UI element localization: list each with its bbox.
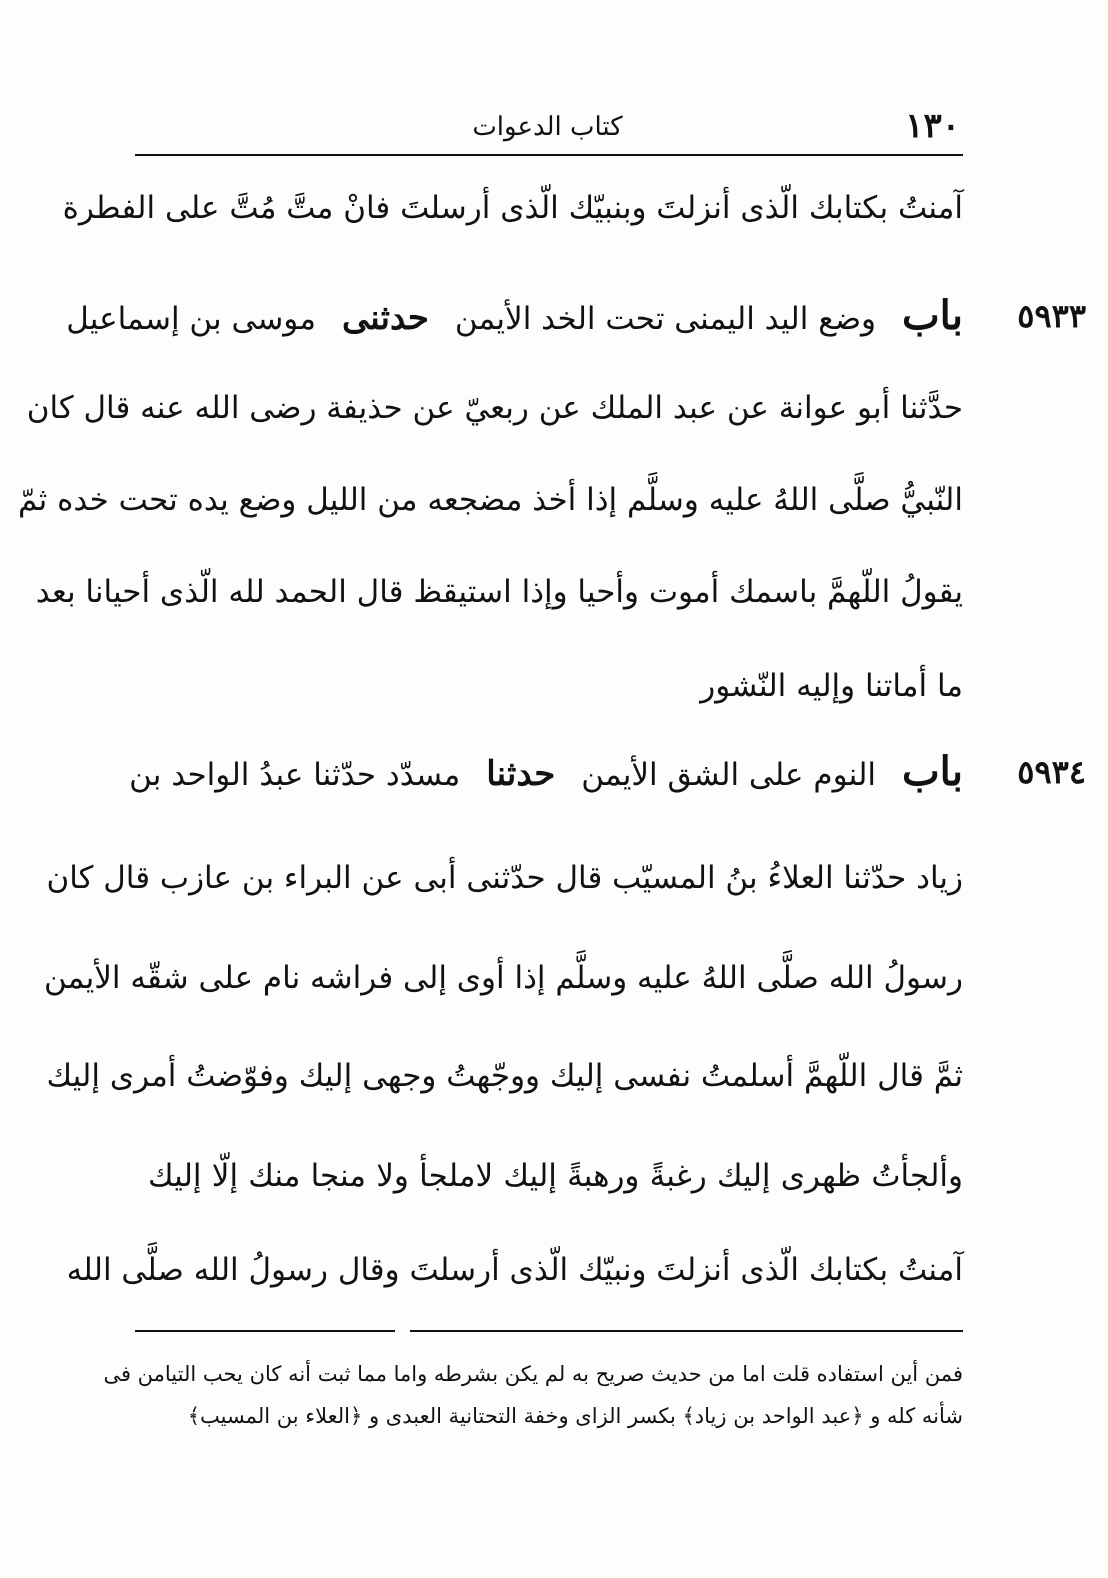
bab-label: باب: [902, 748, 963, 795]
page-header: [135, 98, 960, 154]
footnote-rule: [135, 1330, 395, 1332]
text-line: آمنتُ بكتابك الّذى أنزلتَ ونبيّك الّذى أرسلتَ وقال رسولُ الله صلَّى الله: [66, 1252, 963, 1288]
text-line: زياد حدّثنا العلاءُ بنُ المسيّب قال حدّثنى أبى عن البراء بن عازب قال كان: [46, 860, 963, 896]
footnote-rule: [410, 1330, 963, 1332]
text-line: رسولُ الله صلَّى اللهُ عليه وسلَّم إذا أوى إلى فراشه نام على شقّه الأيمن: [44, 960, 963, 996]
page-number: ١٣٠: [905, 106, 960, 146]
running-title: كتاب الدعوات: [472, 112, 623, 142]
text-line: حدَّثنا أبو عوانة عن عبد الملك عن ربعيّ عن حذيفة رضى الله عنه قال كان: [26, 390, 963, 426]
text-line: النّبيُّ صلَّى اللهُ عليه وسلَّم إذا أخذ مضجعه من الليل وضع يده تحت خده ثمّ: [18, 482, 963, 518]
text-line: يقولُ اللّهمَّ باسمك أموت وأحيا وإذا استيقظ قال الحمد لله الّذى أحيانا بعد: [35, 574, 963, 610]
text-line: ما أماتنا وإليه النّشور: [700, 668, 963, 704]
header-rule: [135, 154, 963, 156]
chapter-heading-line: [66, 286, 963, 346]
footnote-line: شأنه كله و ﴿عبد الواحد بن زياد﴾ بكسر الزاى وخفة التحتانية العبدى و ﴿العلاء بن المسيب﴾: [187, 1404, 963, 1428]
narrator-text: مسدّد حدّثنا عبدُ الواحد بن: [129, 757, 461, 793]
text-line: ثمَّ قال اللّهمَّ أسلمتُ نفسى إليك ووجّهتُ وجهى إليك وفوّضتُ أمرى إليك: [46, 1058, 963, 1094]
haddathana-label: حدثنا: [486, 754, 556, 794]
footnote-line: فمن أين استفاده قلت اما من حديث صريح به لم يكن بشرطه واما مما ثبت أنه كان يحب التيامن فى: [103, 1362, 963, 1386]
hadith-number: ٥٩٣٣: [1017, 297, 1086, 335]
text-line: وألجأتُ ظهرى إليك رغبةً ورهبةً إليك لاملجأ ولا منجا منك إلّا إليك: [148, 1158, 963, 1194]
text-line: آمنتُ بكتابك الّذى أنزلتَ وبنبيّك الّذى أرسلتَ فانْ متَّ مُتَّ على الفطرة: [62, 190, 963, 226]
bab-label: باب: [902, 292, 963, 339]
narrator-text: موسى بن إسماعيل: [66, 301, 316, 337]
chapter-title: وضع اليد اليمنى تحت الخد الأيمن: [454, 301, 877, 337]
chapter-title: النوم على الشق الأيمن: [581, 757, 877, 793]
haddathana-label: حدثنى: [341, 298, 429, 338]
hadith-number: ٥٩٣٤: [1017, 753, 1086, 791]
chapter-heading-line: [129, 742, 963, 802]
